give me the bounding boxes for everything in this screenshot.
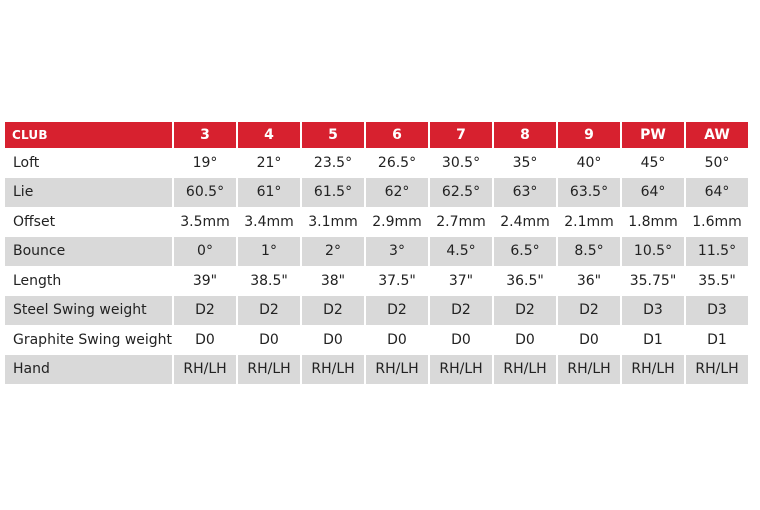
table-row-graphite-swing-weight — [5, 325, 748, 355]
row-label: Loft — [5, 148, 172, 178]
table-cell: 62° — [366, 178, 428, 208]
table-cell: D2 — [558, 296, 620, 326]
table-cell: 45° — [622, 148, 684, 178]
table-cell: 0° — [174, 237, 236, 267]
table-cell: 23.5° — [302, 148, 364, 178]
table-cell: 30.5° — [430, 148, 492, 178]
table-cell: D2 — [430, 296, 492, 326]
table-row-hand — [5, 355, 748, 385]
table-cell: 2.7mm — [430, 207, 492, 237]
row-label: Lie — [5, 178, 172, 208]
table-cell: 1° — [238, 237, 300, 267]
table-cell: 37.5" — [366, 266, 428, 296]
table-cell: 35.5" — [686, 266, 748, 296]
table-cell: 19° — [174, 148, 236, 178]
header-club-4: 4 — [238, 122, 300, 148]
header-club-8: 8 — [494, 122, 556, 148]
table-cell: D1 — [622, 325, 684, 355]
table-cell: RH/LH — [494, 355, 556, 385]
header-club-label: CLUB — [5, 122, 172, 148]
table-cell: 26.5° — [366, 148, 428, 178]
row-label: Length — [5, 266, 172, 296]
table-cell: 38.5" — [238, 266, 300, 296]
table-cell: 2.9mm — [366, 207, 428, 237]
table-cell: 50° — [686, 148, 748, 178]
row-label: Hand — [5, 355, 172, 385]
table-cell: 63.5° — [558, 178, 620, 208]
club-spec-table — [3, 122, 750, 384]
row-label: Offset — [5, 207, 172, 237]
table-cell: RH/LH — [558, 355, 620, 385]
table-row-loft — [5, 148, 748, 178]
table-cell: 61° — [238, 178, 300, 208]
table-cell: D2 — [366, 296, 428, 326]
table-cell: 39" — [174, 266, 236, 296]
row-label: Bounce — [5, 237, 172, 267]
table-cell: 11.5° — [686, 237, 748, 267]
header-club-7: 7 — [430, 122, 492, 148]
table-cell: 10.5° — [622, 237, 684, 267]
table-cell: 4.5° — [430, 237, 492, 267]
table-cell: D0 — [238, 325, 300, 355]
row-label: Graphite Swing weight — [5, 325, 172, 355]
table-row-length — [5, 266, 748, 296]
table-cell: D0 — [558, 325, 620, 355]
table-cell: 3.1mm — [302, 207, 364, 237]
table-cell: 37" — [430, 266, 492, 296]
row-label: Steel Swing weight — [5, 296, 172, 326]
table-cell: RH/LH — [302, 355, 364, 385]
table-cell: 61.5° — [302, 178, 364, 208]
header-club-pw: PW — [622, 122, 684, 148]
table-cell: RH/LH — [174, 355, 236, 385]
table-row-offset — [5, 207, 748, 237]
table-cell: RH/LH — [622, 355, 684, 385]
table-cell: 64° — [686, 178, 748, 208]
header-club-aw: AW — [686, 122, 748, 148]
table-header-row — [5, 122, 748, 148]
table-cell: 3.5mm — [174, 207, 236, 237]
table-cell: 1.8mm — [622, 207, 684, 237]
table-cell: 2.1mm — [558, 207, 620, 237]
table-cell: RH/LH — [238, 355, 300, 385]
table-cell: RH/LH — [686, 355, 748, 385]
table-cell: 8.5° — [558, 237, 620, 267]
table-cell: 63° — [494, 178, 556, 208]
header-club-5: 5 — [302, 122, 364, 148]
table-cell: 21° — [238, 148, 300, 178]
table-cell: D0 — [302, 325, 364, 355]
table-cell: 35° — [494, 148, 556, 178]
table-cell: 6.5° — [494, 237, 556, 267]
header-club-6: 6 — [366, 122, 428, 148]
table-cell: 60.5° — [174, 178, 236, 208]
table-cell: 64° — [622, 178, 684, 208]
table-cell: D1 — [686, 325, 748, 355]
table-cell: 62.5° — [430, 178, 492, 208]
table-row-lie — [5, 178, 748, 208]
table-cell: 3° — [366, 237, 428, 267]
table-cell: D2 — [174, 296, 236, 326]
table-cell: 35.75" — [622, 266, 684, 296]
table-cell: 2.4mm — [494, 207, 556, 237]
table-cell: RH/LH — [430, 355, 492, 385]
table-cell: D3 — [622, 296, 684, 326]
table-cell: D0 — [366, 325, 428, 355]
table-cell: D2 — [302, 296, 364, 326]
table-row-steel-swing-weight — [5, 296, 748, 326]
table-cell: D0 — [174, 325, 236, 355]
table-cell: D3 — [686, 296, 748, 326]
table-row-bounce — [5, 237, 748, 267]
table-cell: D2 — [494, 296, 556, 326]
table-cell: 3.4mm — [238, 207, 300, 237]
table-cell: D0 — [430, 325, 492, 355]
header-club-9: 9 — [558, 122, 620, 148]
table-cell: D2 — [238, 296, 300, 326]
table-cell: 1.6mm — [686, 207, 748, 237]
table-cell: D0 — [494, 325, 556, 355]
header-club-3: 3 — [174, 122, 236, 148]
table-cell: 2° — [302, 237, 364, 267]
table-cell: 40° — [558, 148, 620, 178]
table-cell: 38" — [302, 266, 364, 296]
table-cell: 36.5" — [494, 266, 556, 296]
table-cell: RH/LH — [366, 355, 428, 385]
table-cell: 36" — [558, 266, 620, 296]
